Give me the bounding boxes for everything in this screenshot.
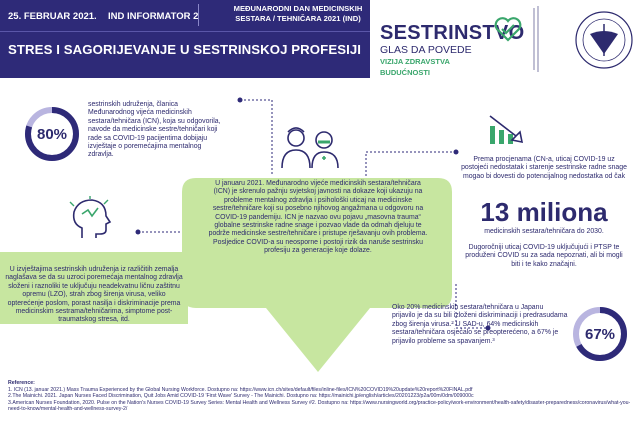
forecast-longterm: Dugoročniji uticaj COVID-19 uključujući i PTSP te produženi COVID su za sada nepoznati, ali bi mogli biti i te kako značajni.	[465, 244, 623, 268]
header-date: 25. FEBRUAR 2021.	[8, 11, 97, 22]
page-title: STRES I SAGORIJEVANJE U SESTRINSKOJ PROFESIJI	[8, 42, 362, 57]
references	[8, 380, 634, 413]
connector-right-top	[360, 112, 460, 182]
brand-tagline-1: VIZIJA ZDRAVSTVA	[380, 57, 450, 66]
brand-tagline-2: BUDUĆNOSTI	[380, 67, 430, 77]
reference-item: 3.American Nurses Foundation, 2020. Pulse on the Nation's Nurses COVID-19 Survey Series: Mental Health and Wellness Survey #2. Dostupno na: https://www.nursingworld.org/practice-policy/work-environment/health-safety/disaster-preparedness/coronavirus/what-you-need-to-know/mental-health-and-wellness-survey-2/	[8, 399, 631, 413]
declining-chart-icon	[486, 112, 530, 148]
stat-value-67: 67%	[584, 325, 616, 343]
stat1-text: sestrinskih udruženja, članica Međunarodnog vijeća medicinskih sestara/tehničara (ICN), koja su odgovorila, navode da medicinske sestre/tehničari koji rade sa COVID-19 pacijentima dobijaju izvještaje o poremećajima mentalnog zdravlja.	[88, 101, 221, 159]
header-event-line2: SESTARA / TEHNIČARA 2021 (IND)	[235, 14, 361, 23]
stat2-text: Oko 20% medicinskih sestara/tehničara u Japanu prijavilo je da su bili izloženi diskriminaciji i predrasudama zbog širenja virusa.² U SAD-u, 64% medicinskih sestara/tehničara osjećalo se preopterećeno, a 67% je prijavilo probleme sa spavanjem.³	[392, 304, 568, 345]
brand-name: SESTRINSTVO	[380, 22, 525, 44]
header-rule	[0, 31, 370, 32]
brand-block	[380, 22, 525, 77]
stressed-head-icon	[68, 196, 114, 242]
left-block-text: U izvještajima sestrinskih udruženja iz različitih zemalja naglašava se da su uzroci poremećaja mentalnog zdravlja složeni i raznoliki te uključuju neadekvatnu ličnu zaštitnu opremu (LZO), strah zbog širenja virusa, veliko opterećenje poslom, porast nasilja i diskriminacije prema medicinskim sestrama/tehničarima, simptome post-traumatskog stresa, itd.	[5, 266, 183, 324]
reference-item: 1. ICN (13. januar 2021.) Mass Trauma Experienced by the Global Nursing Workforce. Dostupno na: https://www.icn.ch/sites/default/files/inline-files/ICN%20COVID19%20update%20report%20FINAL.pdf	[8, 386, 473, 393]
header-event-line1: MEĐUNARODNI DAN MEDICINSKIH	[233, 4, 363, 13]
center-text: U januaru 2021. Međunarodno vijeće medicinskih sestara/tehničara (ICN) je skrenulo pažnju svjetskoj javnosti na dokaze koji ukazuju na probleme mentalnog zdravlja i psihološki uticaj na medicinske sestre/tehničare koji su posebno njihovog angažmana u odgovoru na COVID-19 pandemiju. ICN je nazvao ovu pojavu „masovna trauma“ globalne sestrinske radne snage i pozvao vlade da odmah djeluju te podrže medicinske sestre/tehničare i pristupe rješavanju ovih problema. Posljedice COVID-a su neosporne i postoji rizik da naruše sestrinsku profesiju za generacije koje dolaze.	[208, 180, 428, 255]
header-divider	[198, 4, 199, 26]
connector-left-top	[236, 94, 276, 178]
icn-logo-icon	[574, 10, 634, 70]
forecast-unit: medicinskih sestara/tehničara do 2030.	[484, 228, 604, 235]
stat-value-80: 80%	[36, 125, 68, 143]
forecast-number: 13 miliona	[480, 197, 608, 227]
reference-item: 2.The Mainichi. 2021. Japan Nurses Faced Discrimination, Quit Jobs Amid COVID-19 'First Wave' Survey - The Mainichi. Dostupno na: https://mainichi.jp/english/articles/20201223/p2a/00m/0dm/009000c	[8, 393, 474, 400]
forecast-text: Prema procjenama (CN-a, uticaj COVID-19 uz postojeći nedostatak i starenje sestrinske radne snage mogao bi dovesti do potencijalnog nedostatka od čak	[461, 156, 627, 180]
council-seal-icon	[528, 2, 576, 76]
brand-subtitle: GLAS DA POVEDE	[380, 44, 472, 56]
references-heading: Reference:	[8, 380, 35, 386]
health-workers-icon	[278, 124, 344, 172]
header-event	[228, 4, 368, 24]
header-informator: IND INFORMATOR 2	[108, 11, 199, 22]
heart-check-icon	[494, 16, 522, 42]
